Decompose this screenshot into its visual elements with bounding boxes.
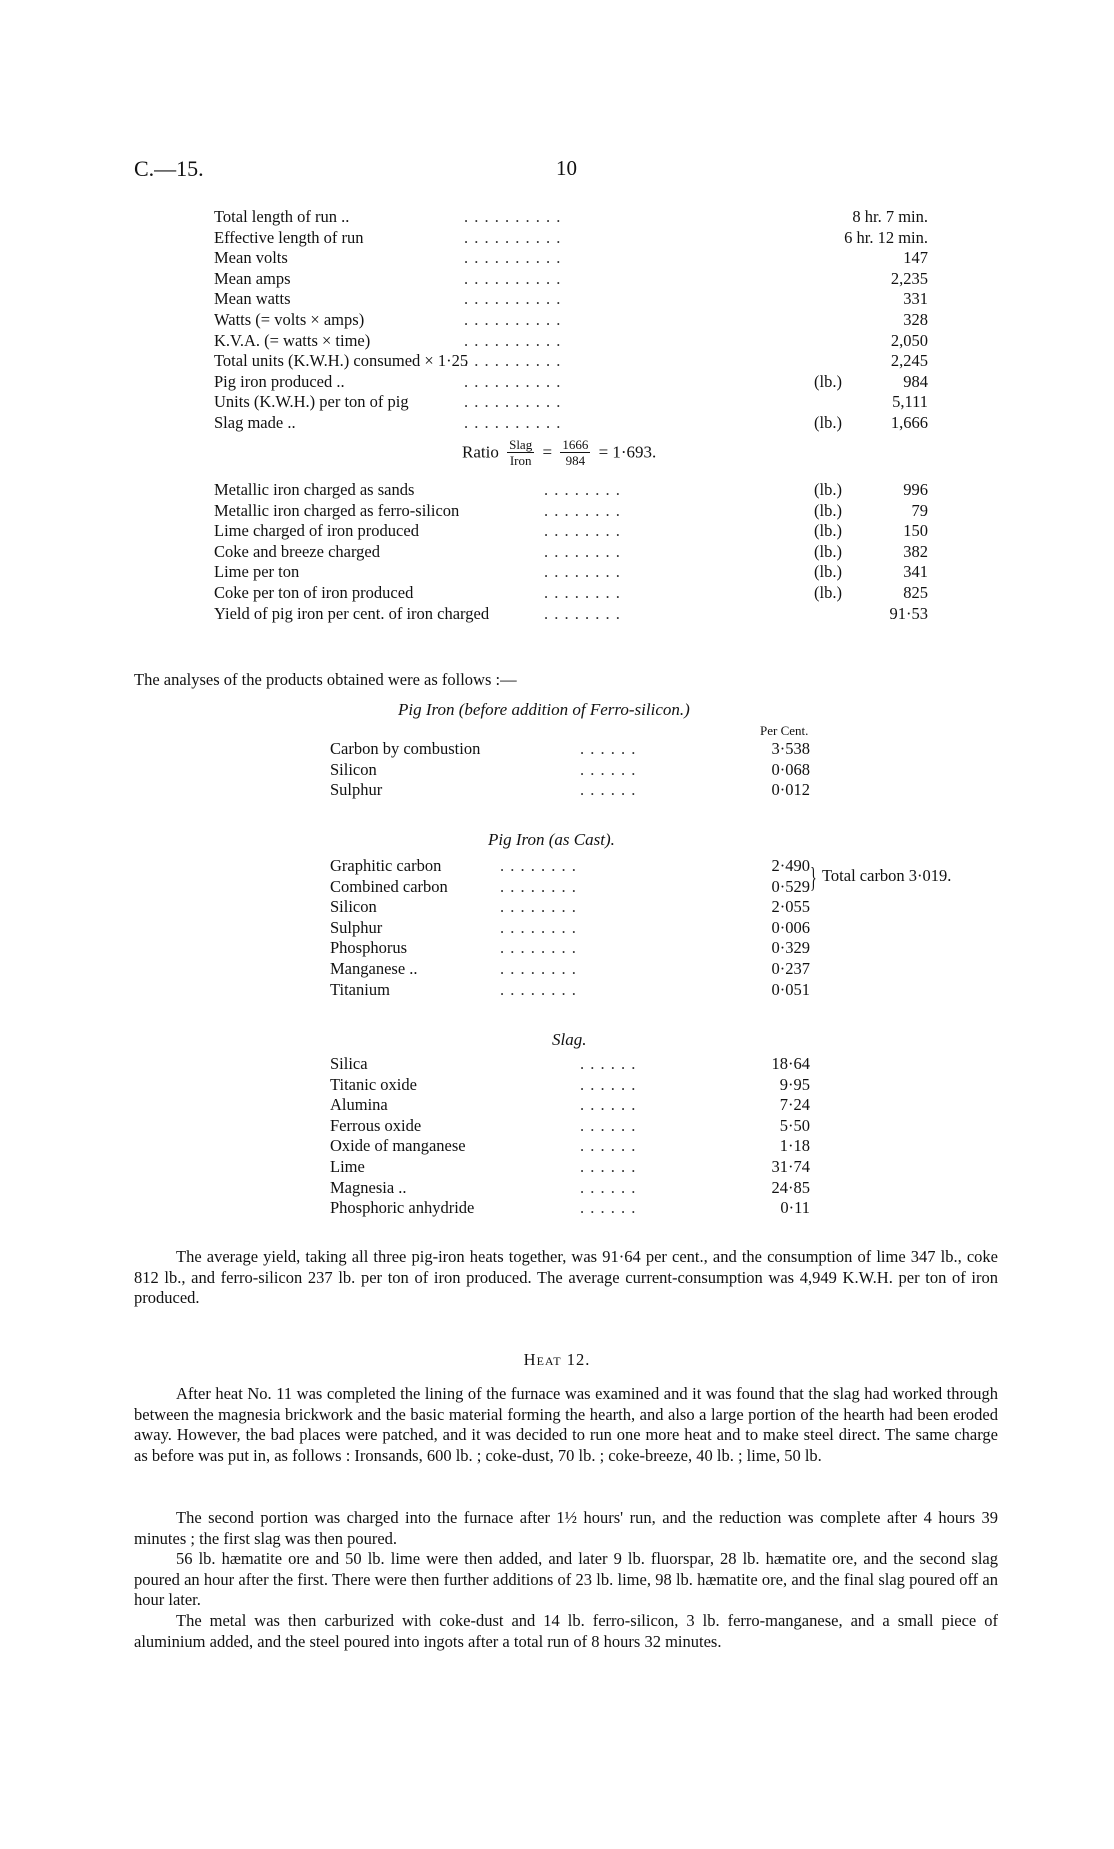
slag-row bbox=[330, 1178, 810, 1199]
leader-dots: . . . . . . . . bbox=[544, 562, 621, 582]
charge-table-row-value: 382 bbox=[903, 541, 928, 561]
ratio-denominator-value: 984 bbox=[565, 453, 586, 468]
pig-before-row bbox=[330, 780, 810, 801]
slag-row-label: Lime bbox=[330, 1156, 365, 1176]
run-table-row bbox=[214, 331, 928, 352]
pig-cast-row bbox=[330, 856, 810, 877]
leader-dots: . . . . . . . . bbox=[500, 876, 577, 896]
leader-dots: . . . . . . bbox=[580, 780, 637, 800]
heat-12-heading bbox=[0, 1350, 1114, 1370]
pig-cast-row-value: 0·529 bbox=[771, 876, 810, 896]
slag-row-value: 5·50 bbox=[779, 1115, 810, 1135]
slag-row-label: Titanic oxide bbox=[330, 1074, 417, 1094]
slag-row-value: 1·18 bbox=[779, 1136, 810, 1156]
run-table-row-label: Units (K.W.H.) per ton of pig bbox=[214, 392, 409, 412]
run-table-row-value: 2,235 bbox=[890, 268, 928, 288]
leader-dots: . . . . . . . . bbox=[544, 603, 621, 623]
charge-table-row-label: Lime charged of iron produced bbox=[214, 521, 419, 541]
pig-cast-row bbox=[330, 897, 810, 918]
heat-12-paragraph-4: The metal was then carburized with coke-dust and 14 lb. ferro-silicon, 3 lb. ferro-manganese, and a small piece of aluminium added, and the steel poured into ingots after a total run of 8 hours 32 minutes. bbox=[134, 1611, 998, 1651]
pig-before-row-value: 0·012 bbox=[771, 780, 810, 800]
leader-dots: . . . . . . . . bbox=[544, 521, 621, 541]
leader-dots: . . . . . . . . bbox=[500, 856, 577, 875]
charge-table-row-unit: (lb.) bbox=[814, 521, 842, 541]
charge-table-row-value: 91·53 bbox=[889, 603, 928, 623]
leader-dots: . . . . . . bbox=[580, 1074, 637, 1094]
charge-table-row bbox=[214, 501, 928, 522]
ratio-result: = 1·693. bbox=[598, 442, 657, 462]
pig-iron-cast-title: Pig Iron (as Cast). bbox=[488, 830, 615, 849]
leader-dots: . . . . . . . . bbox=[544, 582, 621, 602]
run-table-row bbox=[214, 269, 928, 290]
leader-dots: . . . . . . . . bbox=[500, 897, 577, 917]
pig-cast-row bbox=[330, 959, 810, 980]
run-table-row bbox=[214, 351, 928, 372]
charge-table-row-unit: (lb.) bbox=[814, 562, 842, 582]
analyses-intro: The analyses of the products obtained were as follows :— bbox=[134, 670, 517, 689]
page-number: 10 bbox=[556, 156, 577, 180]
pig-cast-row-value: 0·329 bbox=[771, 938, 810, 958]
pig-before-row bbox=[330, 760, 810, 781]
leader-dots: . . . . . . . . . . bbox=[464, 207, 562, 226]
run-table-row bbox=[214, 248, 928, 269]
pig-cast-row-label: Sulphur bbox=[330, 917, 383, 937]
carbon-brace: } bbox=[810, 863, 817, 894]
slag-row-label: Silica bbox=[330, 1054, 368, 1073]
leader-dots: . . . . . . . . . . bbox=[464, 330, 562, 350]
run-table-row-value: 984 bbox=[903, 371, 928, 391]
run-table-row-label: Pig iron produced .. bbox=[214, 371, 345, 391]
slag-row-label: Oxide of manganese bbox=[330, 1136, 466, 1156]
leader-dots: . . . . . . . . . . bbox=[464, 392, 562, 412]
pig-before-row-label: Carbon by combustion bbox=[330, 739, 481, 758]
pig-cast-row-value: 2·490 bbox=[771, 856, 810, 875]
leader-dots: . . . . . . bbox=[580, 1115, 637, 1135]
leader-dots: . . . . . . bbox=[580, 1156, 637, 1176]
slag-row bbox=[330, 1157, 810, 1178]
leader-dots: . . . . . . . . . . bbox=[464, 412, 562, 432]
run-table-row-value: 5,111 bbox=[892, 392, 928, 412]
run-table-row bbox=[214, 289, 928, 310]
charge-table-row-label: Yield of pig iron per cent. of iron charged bbox=[214, 603, 490, 623]
slag-row-value: 31·74 bbox=[771, 1156, 810, 1176]
heat-12-heading-text: Heat 12. bbox=[523, 1350, 591, 1369]
slag-row-label: Magnesia .. bbox=[330, 1177, 407, 1197]
pig-before-row-value: 0·068 bbox=[771, 759, 810, 779]
pig-before-row-label: Sulphur bbox=[330, 780, 383, 800]
charge-table-row bbox=[214, 562, 928, 583]
leader-dots: . . . . . . bbox=[580, 759, 637, 779]
run-table-row bbox=[214, 413, 928, 434]
charge-table-row-label: Metallic iron charged as sands bbox=[214, 480, 415, 499]
equals-sign: = bbox=[542, 442, 553, 462]
leader-dots: . . . . . . bbox=[580, 1095, 637, 1115]
pig-before-row-label: Silicon bbox=[330, 759, 377, 779]
pig-cast-row bbox=[330, 980, 810, 1001]
charge-table-row-unit: (lb.) bbox=[814, 480, 842, 499]
pig-cast-row bbox=[330, 938, 810, 959]
pig-cast-row-label: Titanium bbox=[330, 979, 390, 999]
slag-row bbox=[330, 1095, 810, 1116]
slag-row-label: Alumina bbox=[330, 1095, 388, 1115]
slag-title: Slag. bbox=[552, 1030, 587, 1049]
run-table-row bbox=[214, 310, 928, 331]
run-table-row-value: 1,666 bbox=[890, 412, 928, 432]
leader-dots: . . . . . . . . . . bbox=[464, 309, 562, 329]
run-table-row-label: Effective length of run bbox=[214, 227, 364, 247]
run-table-row-label: Total units (K.W.H.) consumed × 1·25 bbox=[214, 351, 469, 371]
leader-dots: . . . . . . . . bbox=[500, 917, 577, 937]
charge-table-row-unit: (lb.) bbox=[814, 541, 842, 561]
pig-cast-row bbox=[330, 877, 810, 898]
leader-dots: . . . . . . . . bbox=[544, 541, 621, 561]
pig-before-row bbox=[330, 739, 810, 760]
run-table-row-value: 331 bbox=[903, 289, 928, 309]
leader-dots: . . . . . . . . . . bbox=[464, 351, 562, 371]
charge-table-row-value: 79 bbox=[911, 500, 928, 520]
pig-cast-row-label: Combined carbon bbox=[330, 876, 448, 896]
leader-dots: . . . . . . . . . . bbox=[464, 289, 562, 309]
ratio-label: Ratio bbox=[462, 442, 499, 462]
run-table-row-label: Watts (= volts × amps) bbox=[214, 309, 365, 329]
slag-row-label: Ferrous oxide bbox=[330, 1115, 422, 1135]
leader-dots: . . . . . . . . . . bbox=[464, 371, 562, 391]
ratio-numerator-word: Slag bbox=[509, 437, 533, 452]
charge-table-row-value: 341 bbox=[903, 562, 928, 582]
run-table-row-value: 147 bbox=[903, 248, 928, 268]
slag-row bbox=[330, 1075, 810, 1096]
run-table-row-value: 6 hr. 12 min. bbox=[844, 227, 928, 247]
slag-row bbox=[330, 1116, 810, 1137]
run-table-row bbox=[214, 207, 928, 228]
leader-dots: . . . . . . . . bbox=[544, 480, 621, 499]
pig-iron-cast-table bbox=[330, 856, 810, 1000]
leader-dots: . . . . . . . . bbox=[500, 938, 577, 958]
average-yield-paragraph: The average yield, taking all three pig-iron heats together, was 91·64 per cent., and the consumption of lime 347 lb., coke 812 lb., and ferro-silicon 237 lb. per ton of iron produced. The average current-consumption was 4,949 K.W.H. per ton of iron produced. bbox=[134, 1247, 998, 1307]
heat-12-paragraph-2: The second portion was charged into the furnace after 1½ hours' run, and the reduction was complete after 4 hours 39 minutes ; the first slag was then poured. bbox=[134, 1508, 998, 1548]
leader-dots: . . . . . . . . bbox=[500, 958, 577, 978]
charge-table-row-label: Coke and breeze charged bbox=[214, 541, 380, 561]
ratio-fraction-words bbox=[507, 437, 534, 468]
charge-table-row bbox=[214, 583, 928, 604]
pig-cast-row-label: Phosphorus bbox=[330, 938, 408, 958]
slag-table bbox=[330, 1054, 810, 1219]
pig-cast-row-label: Silicon bbox=[330, 897, 377, 917]
pig-cast-row-label: Manganese .. bbox=[330, 958, 418, 978]
slag-row-value: 18·64 bbox=[771, 1054, 810, 1073]
pig-cast-row-value: 2·055 bbox=[771, 897, 810, 917]
leader-dots: . . . . . . . . . . bbox=[464, 248, 562, 268]
run-table-row bbox=[214, 228, 928, 249]
leader-dots: . . . . . . bbox=[580, 1198, 637, 1218]
per-cent-column-head: Per Cent. bbox=[760, 723, 809, 738]
pig-cast-row-label: Graphitic carbon bbox=[330, 856, 442, 875]
ratio-denominator-word: Iron bbox=[509, 453, 532, 468]
run-table-row-label: Slag made .. bbox=[214, 412, 296, 432]
leader-dots: . . . . . . bbox=[580, 1054, 637, 1073]
run-table-row-unit: (lb.) bbox=[814, 371, 842, 391]
slag-row bbox=[330, 1136, 810, 1157]
pig-iron-before-table bbox=[330, 739, 810, 801]
pig-before-row-value: 3·538 bbox=[771, 739, 810, 758]
heat-12-paragraph-1: After heat No. 11 was completed the lining of the furnace was examined and it was found that the slag had worked through between the magnesia brickwork and the basic material forming the hearth, and also a large portion of the hearth had been eroded away. However, the bad places were patched, and it was decided to run one more heat and to make steel direct. The same charge as before was put in, as follows : Ironsands, 600 lb. ; coke-dust, 70 lb. ; coke-breeze, 40 lb. ; lime, 50 lb. bbox=[134, 1384, 998, 1465]
run-table-row-value: 2,050 bbox=[890, 330, 928, 350]
run-table-row-label: Total length of run .. bbox=[214, 207, 350, 226]
run-table-row-value: 2,245 bbox=[890, 351, 928, 371]
run-table-row-unit: (lb.) bbox=[814, 412, 842, 432]
pig-iron-before-title: Pig Iron (before addition of Ferro-silicon.) bbox=[398, 700, 690, 719]
charge-table-row bbox=[214, 480, 928, 501]
charge-table-row-label: Metallic iron charged as ferro-silicon bbox=[214, 500, 460, 520]
total-carbon-note: Total carbon 3·019. bbox=[822, 866, 952, 885]
run-data-table bbox=[214, 207, 928, 434]
run-table-row-value: 8 hr. 7 min. bbox=[852, 207, 928, 226]
run-table-row-label: Mean volts bbox=[214, 248, 288, 268]
charge-table-row-unit: (lb.) bbox=[814, 500, 842, 520]
pig-cast-row-value: 0·237 bbox=[771, 958, 810, 978]
slag-row-label: Phosphoric anhydride bbox=[330, 1198, 475, 1218]
charge-table-row-value: 996 bbox=[903, 480, 928, 499]
slag-row bbox=[330, 1198, 810, 1219]
charge-table-row-unit: (lb.) bbox=[814, 582, 842, 602]
leader-dots: . . . . . . . . bbox=[500, 979, 577, 999]
leader-dots: . . . . . . . . . . bbox=[464, 268, 562, 288]
leader-dots: . . . . . . bbox=[580, 1136, 637, 1156]
slag-row-value: 9·95 bbox=[779, 1074, 810, 1094]
run-table-row bbox=[214, 372, 928, 393]
report-code: C.—15. bbox=[134, 156, 204, 181]
charge-table-row-label: Lime per ton bbox=[214, 562, 300, 582]
slag-row-value: 7·24 bbox=[779, 1095, 810, 1115]
slag-row-value: 24·85 bbox=[771, 1177, 810, 1197]
ratio-numerator-value: 1666 bbox=[562, 437, 589, 452]
run-table-row-label: Mean amps bbox=[214, 268, 291, 288]
run-table-row-label: K.V.A. (= watts × time) bbox=[214, 330, 371, 350]
run-table-row bbox=[214, 392, 928, 413]
slag-row bbox=[330, 1054, 810, 1075]
slag-iron-ratio bbox=[462, 437, 656, 477]
charge-table-row bbox=[214, 542, 928, 563]
charge-table-row bbox=[214, 604, 928, 625]
leader-dots: . . . . . . bbox=[580, 739, 637, 758]
leader-dots: . . . . . . bbox=[580, 1177, 637, 1197]
leader-dots: . . . . . . . . . . bbox=[464, 227, 562, 247]
charge-data-table bbox=[214, 480, 928, 624]
heat-12-paragraph-3: 56 lb. hæmatite ore and 50 lb. lime were then added, and later 9 lb. fluorspar, 28 lb. hæmatite ore, and the second slag poured an hour after the first. There were then further additions of 23 lb. lime, 98 lb. hæmatite ore, and the final slag poured off an hour later. bbox=[134, 1549, 998, 1609]
pig-cast-row bbox=[330, 918, 810, 939]
run-table-row-value: 328 bbox=[903, 309, 928, 329]
charge-table-row-value: 150 bbox=[903, 521, 928, 541]
charge-table-row bbox=[214, 521, 928, 542]
charge-table-row-value: 825 bbox=[903, 582, 928, 602]
slag-row-value: 0·11 bbox=[780, 1198, 810, 1218]
pig-cast-row-value: 0·051 bbox=[771, 979, 810, 999]
leader-dots: . . . . . . . . bbox=[544, 500, 621, 520]
charge-table-row-label: Coke per ton of iron produced bbox=[214, 582, 414, 602]
run-table-row-label: Mean watts bbox=[214, 289, 291, 309]
ratio-fraction-values bbox=[560, 437, 590, 468]
pig-cast-row-value: 0·006 bbox=[771, 917, 810, 937]
